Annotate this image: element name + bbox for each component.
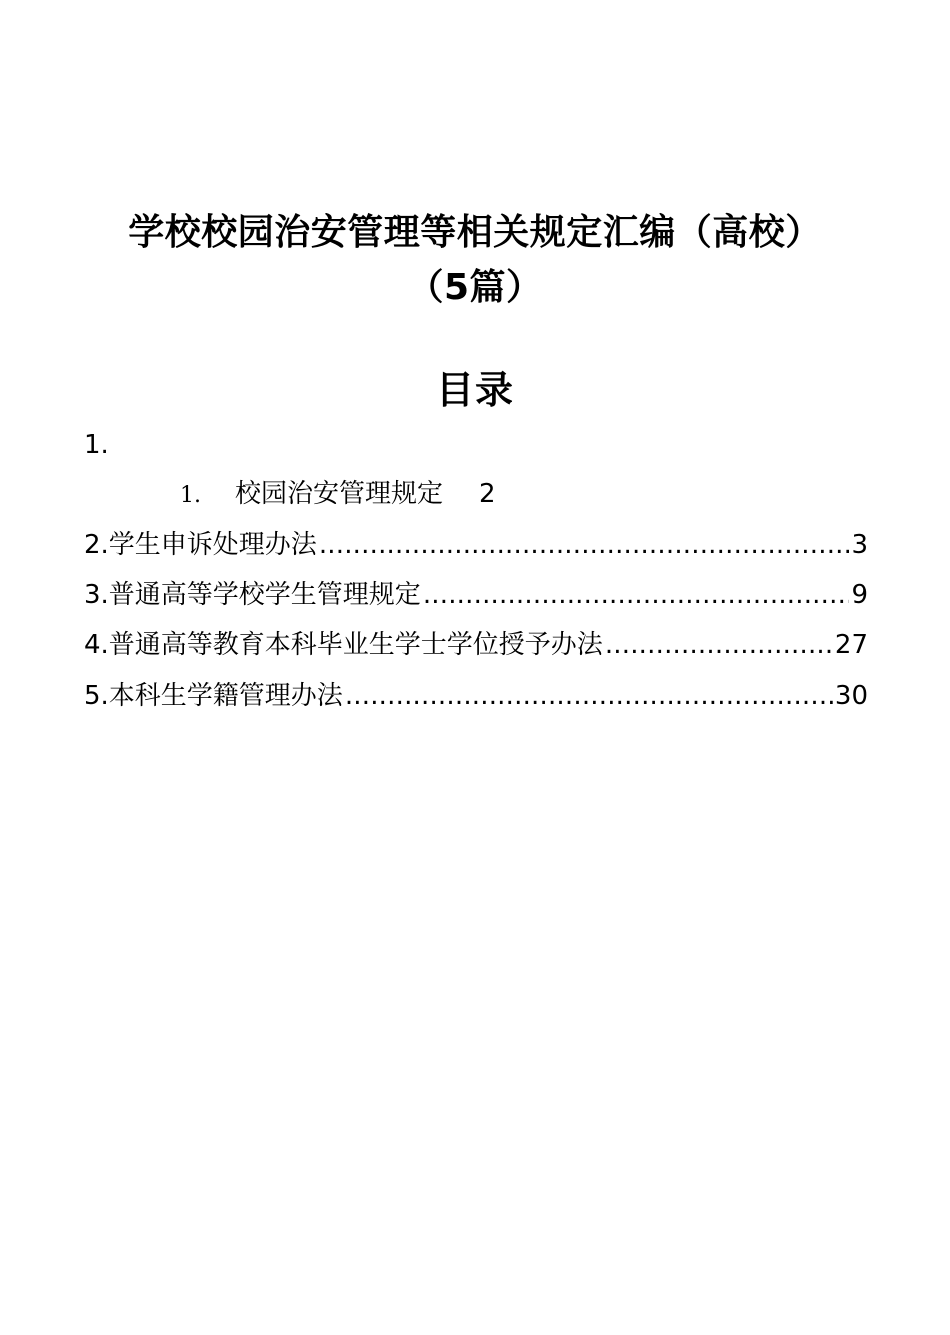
toc-entry-number: 1. [84, 430, 109, 460]
toc-sub-entry-number: 1. [180, 483, 201, 508]
toc-sub-entry-title: 校园治安管理规定 [235, 479, 444, 509]
toc-heading: 目录 [435, 368, 514, 412]
toc-entry-title: 3.普通高等学校学生管理规定 [84, 580, 421, 610]
toc-entry-page: 3 [851, 530, 868, 560]
document-title: 学校校园治安管理等相关规定汇编（高校） [128, 212, 822, 253]
toc-entry-page: 9 [851, 580, 868, 610]
toc-sub-entry-page: 2 [479, 479, 496, 509]
toc-dot-leader [319, 528, 850, 562]
toc-entry-title: 2.学生申诉处理办法 [84, 530, 317, 560]
toc-dot-leader [423, 578, 850, 612]
toc-entry[interactable] [84, 578, 868, 612]
toc-entry[interactable] [84, 628, 868, 662]
toc-dot-leader [345, 679, 833, 713]
toc-entry-page: 27 [834, 630, 868, 660]
toc-sub-entry[interactable] [180, 477, 496, 513]
toc-entry-page: 30 [834, 681, 868, 711]
toc-entry[interactable] [84, 528, 868, 562]
toc-entry-title: 4.普通高等教育本科毕业生学士学位授予办法 [84, 630, 603, 660]
toc-entry[interactable] [84, 679, 868, 713]
toc-entry-title: 5.本科生学籍管理办法 [84, 681, 343, 711]
document-title-count: （5篇） [407, 267, 543, 308]
toc-dot-leader [605, 628, 833, 662]
